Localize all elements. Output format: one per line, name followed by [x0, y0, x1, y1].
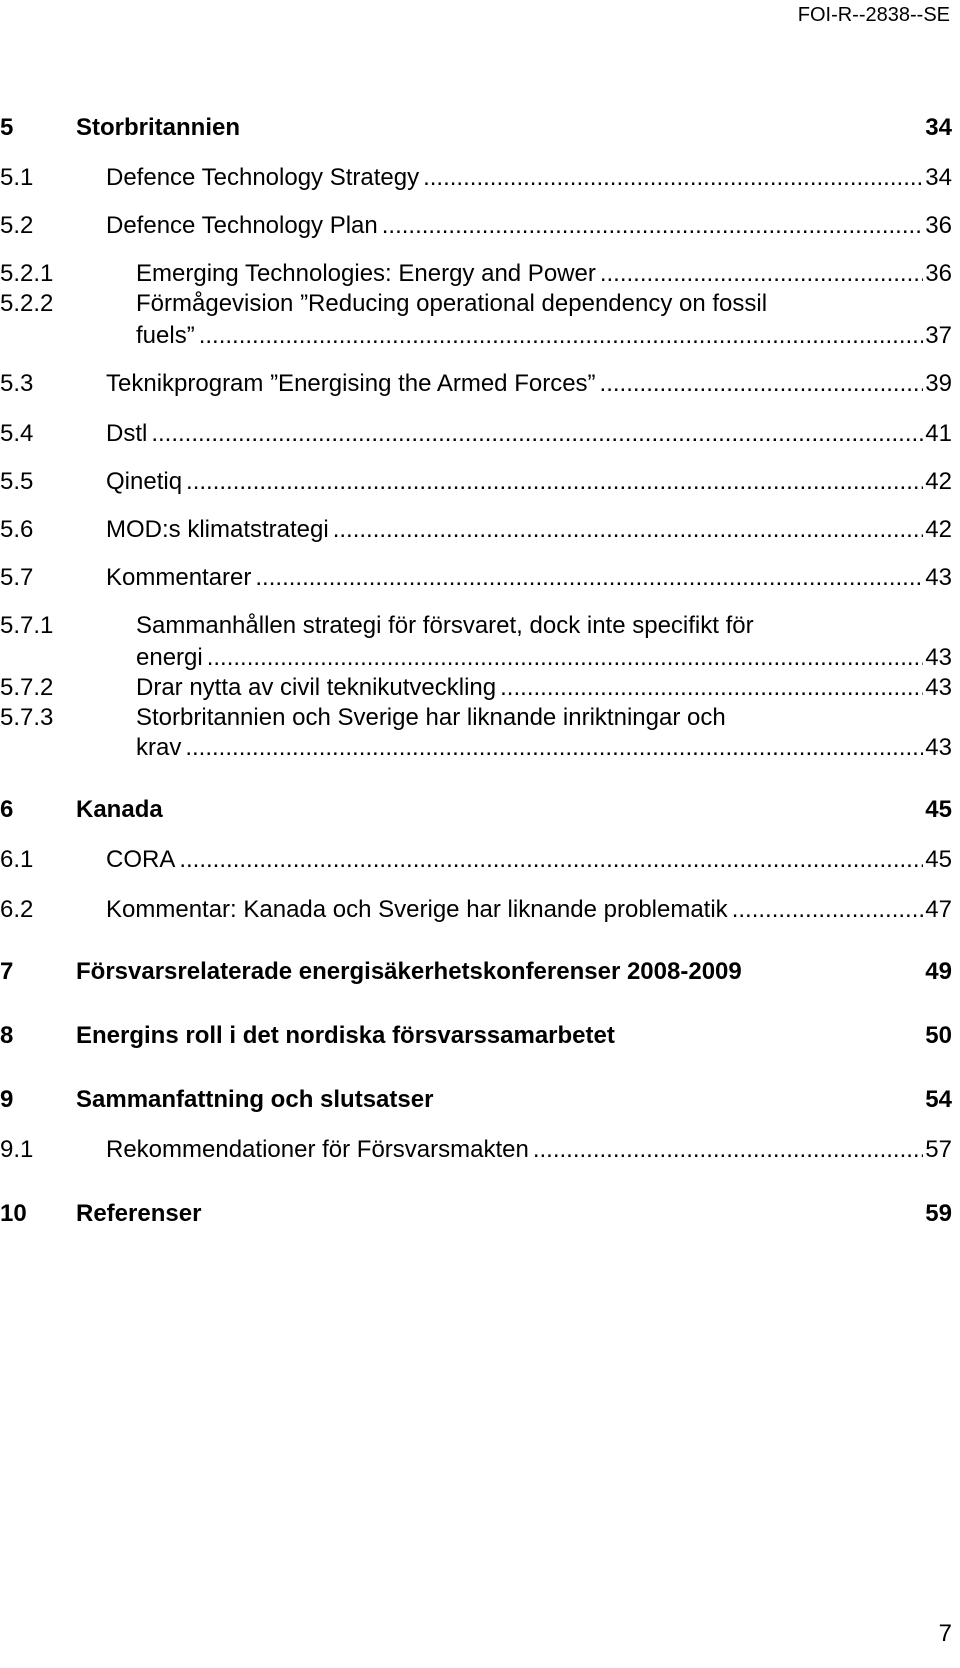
toc-title-continuation: energi [136, 644, 203, 671]
toc-title: CORA [106, 846, 176, 873]
toc-page: 36 [925, 212, 952, 239]
toc-number: 9 [0, 1086, 14, 1113]
toc-number: 5.2.1 [0, 260, 54, 287]
toc-number: 5.7.1 [0, 612, 54, 639]
toc-title: Kommentar: Kanada och Sverige har liknande problematik [106, 896, 728, 923]
toc-page: 39 [925, 370, 952, 397]
toc-number: 9.1 [0, 1136, 34, 1163]
toc-number: 7 [0, 958, 14, 985]
toc-title: Drar nytta av civil teknikutveckling [136, 674, 497, 701]
toc-title: Försvarsrelaterade energisäkerhetskonferenser 2008-2009 [76, 958, 742, 985]
toc-title: Qinetiq [106, 468, 183, 495]
toc-number: 5.2 [0, 212, 34, 239]
toc-page: 49 [925, 958, 952, 985]
toc-leader [423, 164, 923, 192]
toc-number: 5.7 [0, 564, 34, 591]
toc-page: 42 [925, 516, 952, 543]
toc-title: Kanada [76, 796, 163, 823]
toc-title-continuation: krav [136, 734, 182, 761]
toc-title: Dstl [106, 420, 148, 447]
toc-page: 59 [925, 1200, 952, 1227]
toc-leader [255, 564, 923, 592]
toc-title: Rekommendationer för Försvarsmakten [106, 1136, 529, 1163]
toc-page: 34 [925, 114, 952, 141]
toc-page: 41 [925, 420, 952, 447]
toc-page: 43 [925, 644, 952, 671]
toc-number: 5.2.2 [0, 290, 54, 317]
toc-leader [151, 420, 923, 448]
toc-title: Defence Technology Plan [106, 212, 378, 239]
toc-page: 57 [925, 1136, 952, 1163]
toc-number: 5.7.2 [0, 674, 54, 701]
toc-number: 8 [0, 1022, 14, 1049]
toc-number: 10 [0, 1200, 27, 1227]
toc-leader [600, 370, 924, 398]
toc-page: 36 [925, 260, 952, 287]
toc-number: 5.1 [0, 164, 34, 191]
toc-leader [500, 674, 923, 702]
toc-page: 34 [925, 164, 952, 191]
toc-title: Referenser [76, 1200, 202, 1227]
toc-title: Emerging Technologies: Energy and Power [136, 260, 596, 287]
toc-title: Förmågevision ”Reducing operational dependency on fossil [136, 290, 768, 317]
toc-number: 5 [0, 114, 14, 141]
toc-number: 5.7.3 [0, 704, 54, 731]
toc-leader [382, 212, 924, 240]
toc-title-continuation: fuels” [136, 322, 195, 349]
toc-leader [199, 322, 924, 350]
toc-page: 45 [925, 846, 952, 873]
toc-title: Storbritannien och Sverige har liknande inriktningar och [136, 704, 726, 731]
toc-title: Sammanfattning och slutsatser [76, 1086, 434, 1113]
toc-number: 5.6 [0, 516, 34, 543]
toc-leader [600, 260, 923, 288]
toc-number: 5.3 [0, 370, 34, 397]
toc-title: Storbritannien [76, 114, 241, 141]
toc-leader [207, 644, 924, 672]
toc-title: Sammanhållen strategi för försvaret, dock inte specifikt för [136, 612, 754, 639]
toc-number: 5.4 [0, 420, 34, 447]
toc-page: 43 [925, 734, 952, 761]
toc-leader [732, 896, 924, 924]
toc-page: 43 [925, 564, 952, 591]
toc-page: 47 [925, 896, 952, 923]
toc-number: 6.2 [0, 896, 34, 923]
toc-leader [179, 846, 923, 874]
toc-page: 42 [925, 468, 952, 495]
toc-title: Kommentarer [106, 564, 252, 591]
toc-number: 6.1 [0, 846, 34, 873]
toc-leader [533, 1136, 923, 1164]
toc-page: 45 [925, 796, 952, 823]
toc-page: 37 [925, 322, 952, 349]
toc-title: MOD:s klimatstrategi [106, 516, 329, 543]
toc-number: 5.5 [0, 468, 34, 495]
toc-number: 6 [0, 796, 14, 823]
toc-title: Energins roll i det nordiska försvarssamarbetet [76, 1022, 615, 1049]
toc-title: Teknikprogram ”Energising the Armed Forces” [106, 370, 596, 397]
toc-page: 50 [925, 1022, 952, 1049]
toc-leader [333, 516, 924, 544]
toc-page: 54 [925, 1086, 952, 1113]
document-reference: FOI-R--2838--SE [797, 4, 950, 26]
toc-page: 43 [925, 674, 952, 701]
toc-leader [185, 734, 923, 762]
toc-title: Defence Technology Strategy [106, 164, 420, 191]
page-number: 7 [938, 1620, 952, 1647]
toc-leader [186, 468, 923, 496]
